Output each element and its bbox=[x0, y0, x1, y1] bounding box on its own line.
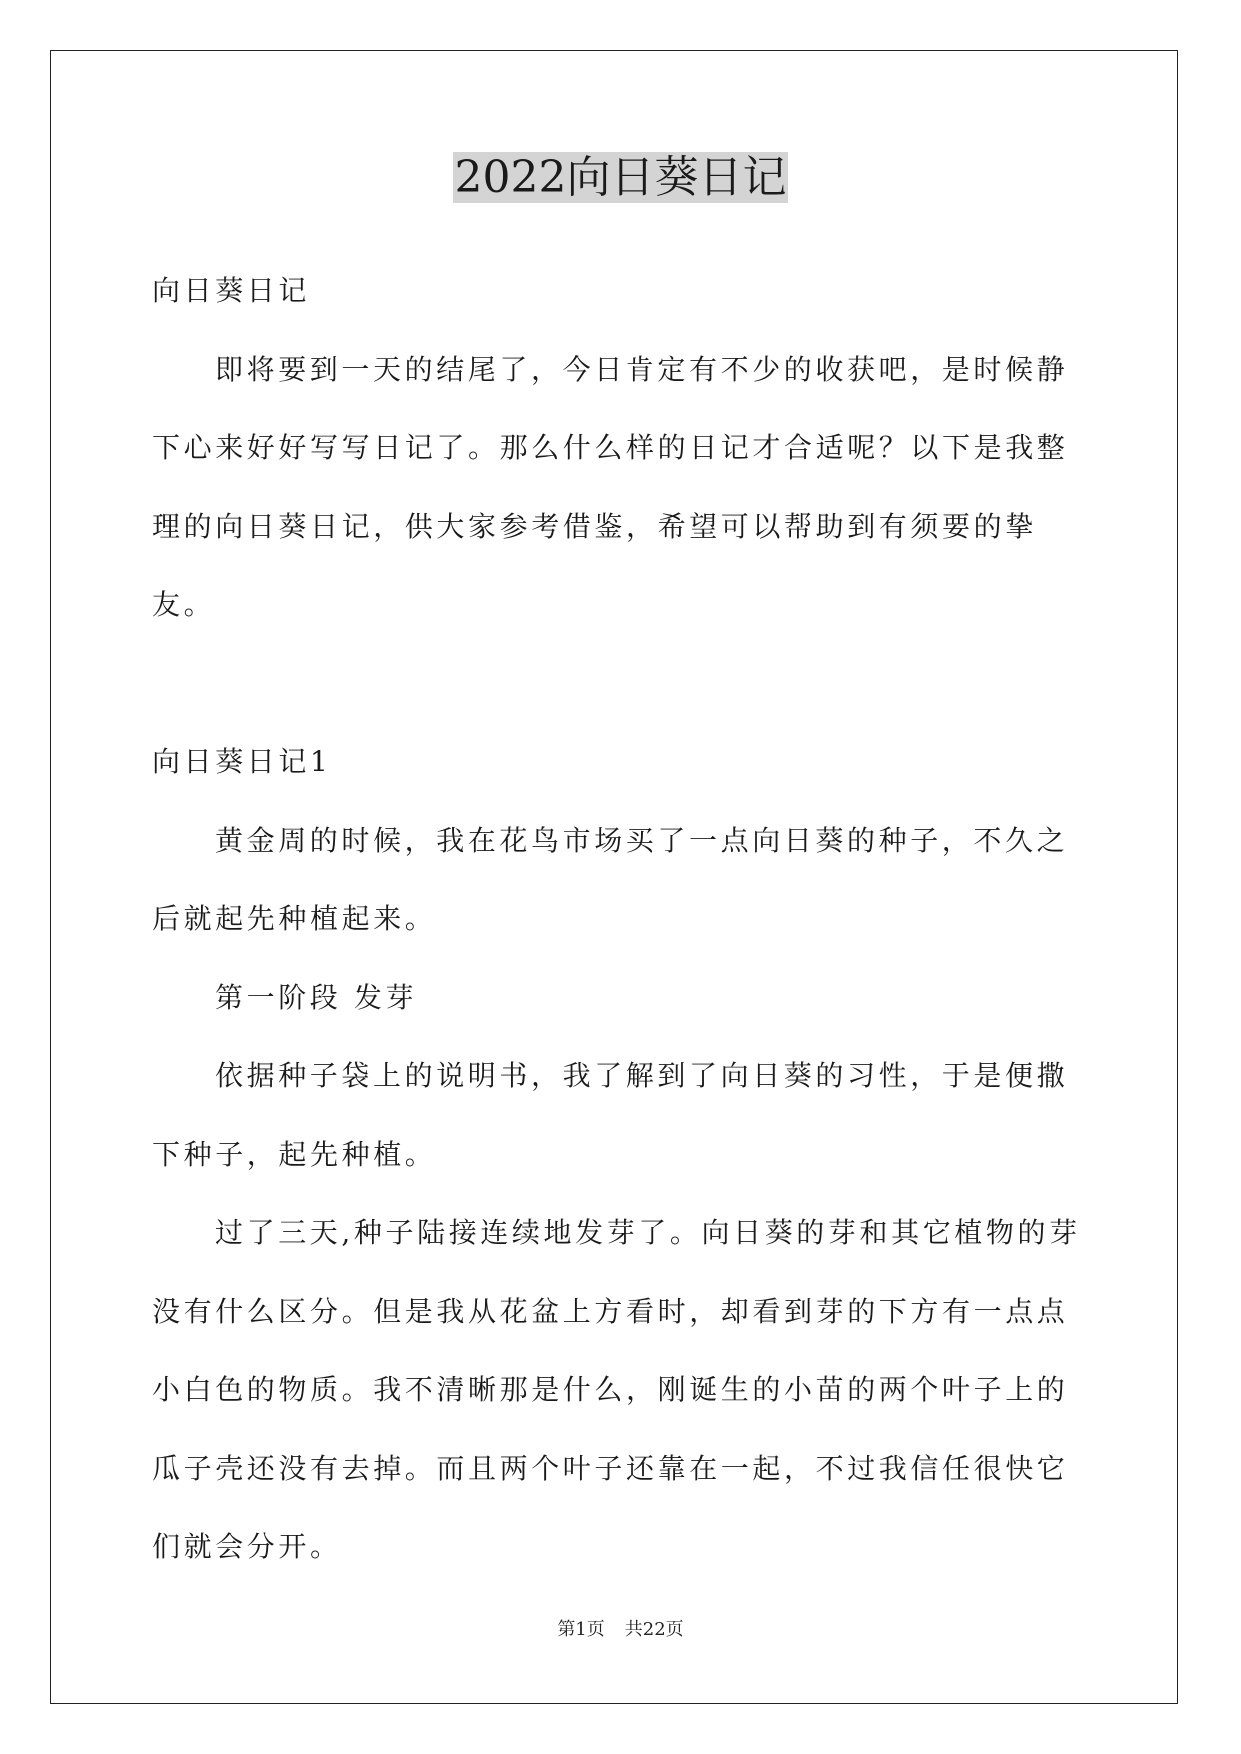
intro-paragraph: 即将要到一天的结尾了，今日肯定有不少的收获吧，是时候静下心来好好写写日记了。那么什么样的日记才合适呢？以下是我整理的向日葵日记，供大家参考借鉴，希望可以帮助到有须要的挚友。 bbox=[152, 352, 1069, 621]
page-number: 第1页 bbox=[557, 1619, 605, 1640]
paragraph-spacer bbox=[152, 645, 1087, 724]
section-heading: 向日葵日记1 bbox=[152, 745, 332, 778]
section-heading: 向日葵日记 bbox=[152, 274, 311, 307]
document-body bbox=[152, 252, 1087, 1587]
body-paragraph: 过了三天,种子陆接连续地发芽了。向日葵的芽和其它植物的芽没有什么区分。但是我从花盆上方看时，却看到芽的下方有一点点小白色的物质。我不清晰那是什么，刚诞生的小苗的两个叶子上的瓜子壳还没有去掉。而且两个叶子还靠在一起，不过我信任很快它们就会分开。 bbox=[152, 1216, 1081, 1563]
page-total: 共22页 bbox=[624, 1619, 684, 1640]
page-footer bbox=[0, 1618, 1241, 1642]
document-title-text: 2022向日葵日记 bbox=[454, 152, 787, 203]
stage-heading: 第一阶段 发芽 bbox=[215, 980, 418, 1014]
document-title bbox=[0, 150, 1241, 206]
body-paragraph: 依据种子袋上的说明书，我了解到了向日葵的习性，于是便撒下种子，起先种植。 bbox=[152, 1059, 1069, 1171]
body-paragraph: 黄金周的时候，我在花鸟市场买了一点向日葵的种子，不久之后就起先种植起来。 bbox=[152, 823, 1069, 935]
